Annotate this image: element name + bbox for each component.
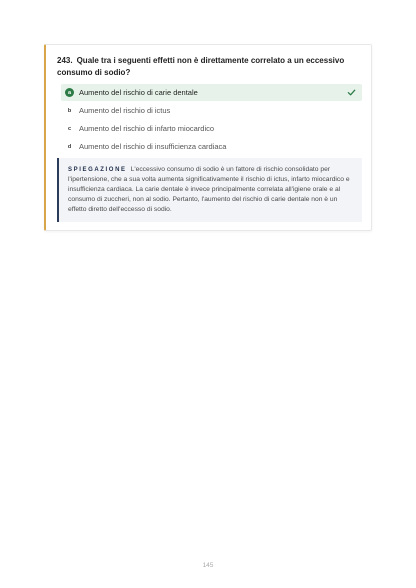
option-letter: a [65,88,74,97]
options-list [61,84,362,156]
option-b[interactable] [61,102,362,119]
explanation-box [57,158,362,222]
option-a[interactable] [61,84,362,101]
page-number: 145 [202,562,214,569]
option-text: Aumento del rischio di infarto miocardico [79,124,215,133]
option-text: Aumento del rischio di ictus [79,106,171,115]
option-d[interactable] [61,138,362,155]
question-text-block [57,55,362,78]
question-text: Quale tra i seguenti effetti non è direttamente correlato a un eccessivo consumo di sodio? [57,56,345,77]
option-letter: c [67,125,72,132]
option-letter: b [67,107,72,114]
option-letter: d [67,143,72,150]
option-text: Aumento del rischio di insufficienza cardiaca [79,142,227,151]
check-icon [347,88,356,97]
explanation-heading: SPIEGAZIONE [68,167,127,173]
question-number: 243. [57,56,73,65]
explanation-text: L'eccessivo consumo di sodio è un fattore di rischio consolidato per l'ipertensione, che a sua volta aumenta significativamente il rischio di ictus, infarto miocardico e insufficienza cardiaca. La carie dentale è invece principalmente correlata all'igiene orale e al consumo di zuccheri, non al sodio. Pertanto, l'aumento del rischio di carie dentale non è un effetto diretto dell'eccesso di sodio. [68,166,350,213]
option-text: Aumento del rischio di carie dentale [79,88,198,97]
question-card [44,44,372,231]
option-c[interactable] [61,120,362,137]
